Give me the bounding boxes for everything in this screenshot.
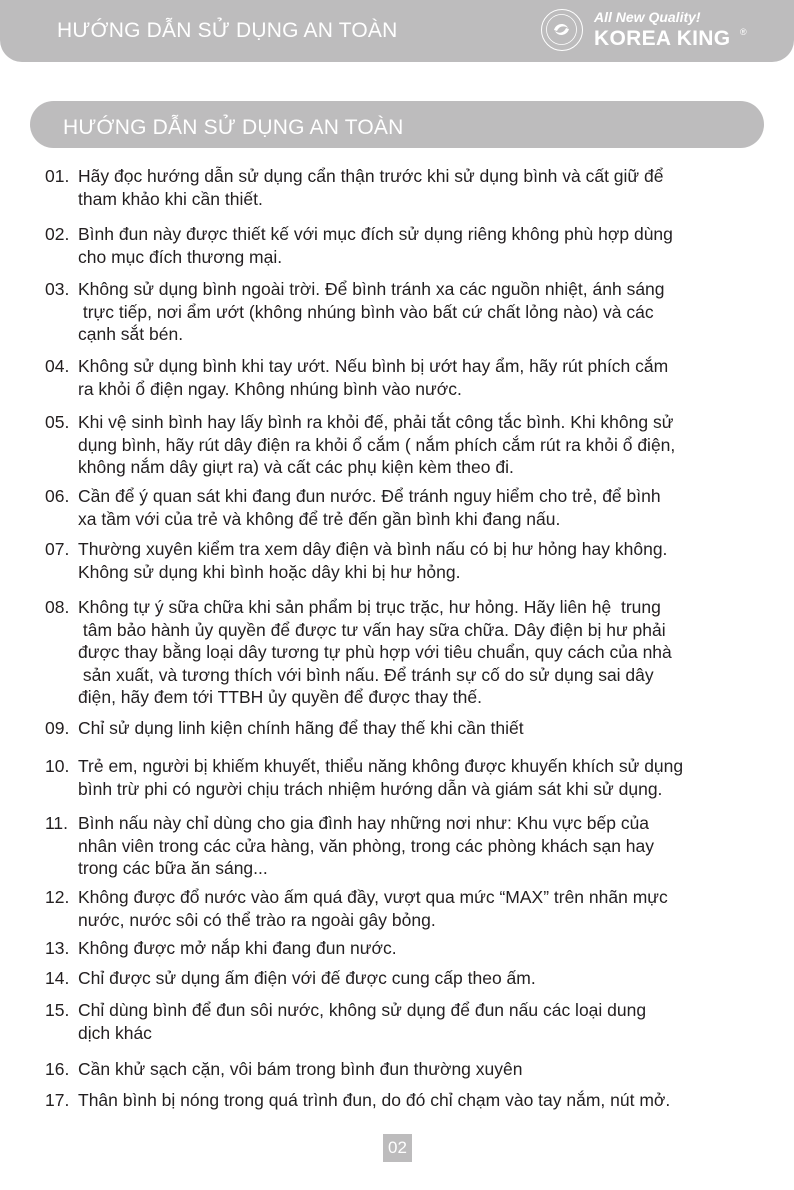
list-item-text-line: tâm bảo hành ủy quyền để được tư vấn hay sữa chữa. Dây điện bị hư phải xyxy=(78,619,666,640)
list-item-text-line: Không sử dụng bình ngoài trời. Để bình tránh xa các nguồn nhiệt, ánh sáng xyxy=(78,279,665,299)
list-item-number: 10. xyxy=(45,756,70,776)
list-item-number: 02. xyxy=(45,224,70,244)
list-item-text-line: Bình đun này được thiết kế với mục đích sử dụng riêng không phù hợp dùng xyxy=(78,224,673,244)
list-item xyxy=(45,485,775,530)
list-item-number: 12. xyxy=(45,887,70,907)
list-item xyxy=(45,411,775,479)
list-item-number: 03. xyxy=(45,279,70,299)
list-item-text-line: Bình nấu này chỉ dùng cho gia đình hay những nơi như: Khu vực bếp của xyxy=(78,813,650,833)
list-item-text-line: Khi vệ sinh bình hay lấy bình ra khỏi đế, phải tắt công tắc bình. Khi không sử xyxy=(78,412,674,432)
list-item-text-line: Chỉ dùng bình để đun sôi nước, không sử dụng để đun nấu các loại dung xyxy=(78,1000,647,1020)
list-item-text-line: Thân bình bị nóng trong quá trình đun, do đó chỉ chạm vào tay nắm, nút mở. xyxy=(78,1090,671,1110)
list-item-text-line: nước, nước sôi có thể trào ra ngoài gây bỏng. xyxy=(78,909,436,930)
list-item xyxy=(45,1089,775,1112)
header-title: HƯỚNG DẪN SỬ DỤNG AN TOÀN xyxy=(57,19,398,42)
list-item xyxy=(45,717,775,740)
list-item-number: 11. xyxy=(45,813,69,833)
list-item-number: 04. xyxy=(45,356,70,376)
list-item-text-line: Chỉ sử dụng linh kiện chính hãng để thay thế khi cần thiết xyxy=(78,718,524,738)
brand-tagline: All New Quality! xyxy=(594,9,701,25)
list-item-text-line: trong các bữa ăn sáng... xyxy=(78,858,268,878)
list-item-text-line: dịch khác xyxy=(78,1022,152,1043)
list-item xyxy=(45,886,775,931)
list-item-text-line: Hãy đọc hướng dẫn sử dụng cẩn thận trước khi sử dụng bình và cất giữ để xyxy=(78,166,664,186)
list-item-text-line: tham khảo khi cần thiết. xyxy=(78,188,263,209)
list-item xyxy=(45,355,775,400)
list-item-text-line: Không được đổ nước vào ấm quá đầy, vượt qua mức “MAX” trên nhãn mực xyxy=(78,887,668,907)
list-item xyxy=(45,223,775,268)
list-item-number: 05. xyxy=(45,412,70,432)
list-item-text-line: Cần để ý quan sát khi đang đun nước. Để tránh nguy hiểm cho trẻ, để bình xyxy=(78,486,661,506)
list-item-text-line: Chỉ được sử dụng ấm điện với đế được cung cấp theo ấm. xyxy=(78,968,536,988)
list-item xyxy=(45,538,775,583)
list-item-text-line: Không tự ý sữa chữa khi sản phẩm bị trục trặc, hư hỏng. Hãy liên hệ trung xyxy=(78,597,661,617)
list-item-number: 14. xyxy=(45,968,70,988)
list-item-text-line: xa tầm với của trẻ và không để trẻ đến gần bình khi đang nấu. xyxy=(78,508,561,529)
list-item-text-line: Không sử dụng khi bình hoặc dây khi bị hư hỏng. xyxy=(78,561,461,582)
list-item xyxy=(45,967,775,990)
list-item-text-line: ra khỏi ổ điện ngay. Không nhúng bình vào nước. xyxy=(78,378,462,399)
list-item-number: 09. xyxy=(45,718,70,738)
list-item xyxy=(45,596,775,709)
list-item-number: 06. xyxy=(45,486,70,506)
list-item-text-line: không nắm dây giựt ra) và cất các phụ kiện kèm theo đi. xyxy=(78,457,514,477)
list-item-text-line: sản xuất, và tương thích với bình nấu. Để tránh sự cố do sử dụng sai dây xyxy=(78,664,654,685)
list-item xyxy=(45,937,775,960)
list-item-text-line: bình trừ phi có người chịu trách nhiệm hướng dẫn và giám sát khi sử dụng. xyxy=(78,778,663,799)
list-item-text-line: Không sử dụng bình khi tay ướt. Nếu bình bị ướt hay ẩm, hãy rút phích cắm xyxy=(78,356,669,376)
list-item-text-line: Không được mở nắp khi đang đun nước. xyxy=(78,938,397,958)
list-item xyxy=(45,755,775,800)
list-item-number: 13. xyxy=(45,938,70,958)
registered-mark: ® xyxy=(740,27,747,37)
list-item-text-line: Thường xuyên kiểm tra xem dây điện và bình nấu có bị hư hỏng hay không. xyxy=(78,539,668,559)
list-item-text-line: trực tiếp, nơi ẩm ướt (không nhúng bình vào bất cứ chất lỏng nào) và các xyxy=(78,301,654,322)
list-item-text-line: nhân viên trong các cửa hàng, văn phòng, trong các phòng khách sạn hay xyxy=(78,835,655,856)
list-item-text-line: điện, hãy đem tới TTBH ủy quyền để được thay thế. xyxy=(78,687,482,707)
list-item-text-line: Cần khử sạch cặn, vôi bám trong bình đun thường xuyên xyxy=(78,1059,523,1079)
list-item-number: 16. xyxy=(45,1059,70,1079)
list-item-number: 17. xyxy=(45,1090,70,1110)
list-item-text-line: cho mục đích thương mại. xyxy=(78,246,283,267)
list-item-number: 01. xyxy=(45,166,70,186)
list-item-text-line: cạnh sắt bén. xyxy=(78,324,184,344)
page-number: 02 xyxy=(383,1134,412,1162)
list-item xyxy=(45,1058,775,1081)
list-item xyxy=(45,812,775,880)
list-item-text-line: được thay bằng loại dây tương tự phù hợp với tiêu chuẩn, quy cách của nhà xyxy=(78,642,672,662)
list-item-text-line: Trẻ em, người bị khiếm khuyết, thiểu năng không được khuyến khích sử dụng xyxy=(78,756,684,776)
brand-name: KOREA KING xyxy=(594,27,731,50)
list-item-number: 15. xyxy=(45,1000,70,1020)
list-item xyxy=(45,278,775,346)
list-item-number: 08. xyxy=(45,597,70,617)
list-item xyxy=(45,165,775,210)
list-item-text-line: dụng bình, hãy rút dây điện ra khỏi ổ cắm ( nắm phích cắm rút ra khỏi ổ điện, xyxy=(78,434,676,455)
list-item xyxy=(45,999,775,1044)
list-item-number: 07. xyxy=(45,539,70,559)
section-title: HƯỚNG DẪN SỬ DỤNG AN TOÀN xyxy=(63,116,404,139)
